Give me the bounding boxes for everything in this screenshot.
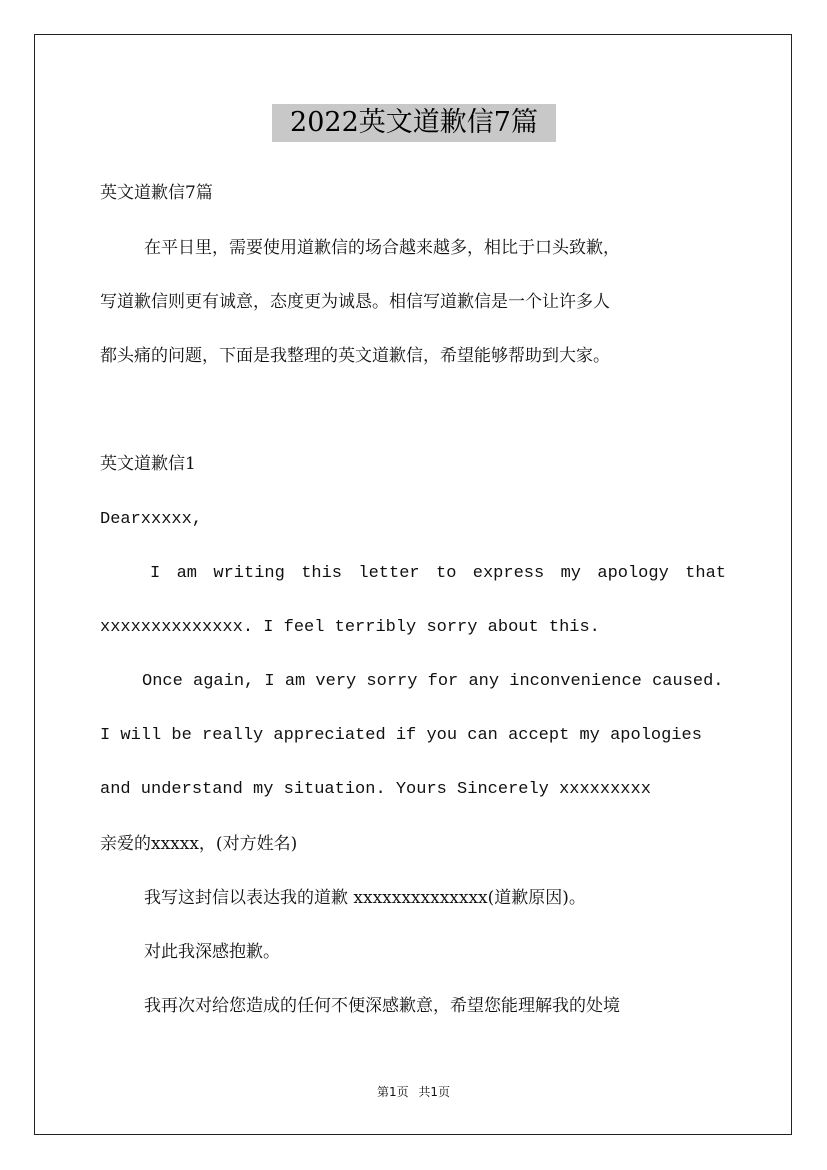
intro-line-1: 在平日里，需要使用道歉信的场合越来越多，相比于口头致歉， [144,238,620,258]
page-footer [0,1083,827,1100]
page-number: 第1页 [376,1085,409,1099]
chinese-line-3: 我再次对给您造成的任何不便深感歉意，希望您能理解我的处境 [144,996,620,1016]
english-p1-line-2: xxxxxxxxxxxxxx. I feel terribly sorry about this. [100,618,600,637]
salutation: Dearxxxxx, [100,510,203,529]
section-heading: 英文道歉信1 [100,454,196,474]
english-p2-line-1: Once again, I am very sorry for any inconvenience caused. [142,672,724,691]
english-p1-line-1: I am writing this letter to express my apology that [150,564,726,583]
chinese-salutation: 亲爱的xxxxx，(对方姓名) [100,834,298,854]
intro-line-3: 都头痛的问题，下面是我整理的英文道歉信，希望能够帮助到大家。 [100,346,610,366]
document-title: 2022英文道歉信7篇 [272,104,556,142]
subtitle: 英文道歉信7篇 [100,183,213,203]
page-total: 共1页 [418,1085,451,1099]
chinese-line-2: 对此我深感抱歉。 [144,942,280,962]
intro-line-2: 写道歉信则更有诚意，态度更为诚恳。相信写道歉信是一个让许多人 [100,292,610,312]
chinese-line-1: 我写这封信以表达我的道歉 xxxxxxxxxxxxxx(道歉原因)。 [144,888,586,908]
english-p2-line-2: I will be really appreciated if you can accept my apologies [100,726,702,745]
english-p2-line-3: and understand my situation. Yours Sincerely xxxxxxxxx [100,780,651,799]
